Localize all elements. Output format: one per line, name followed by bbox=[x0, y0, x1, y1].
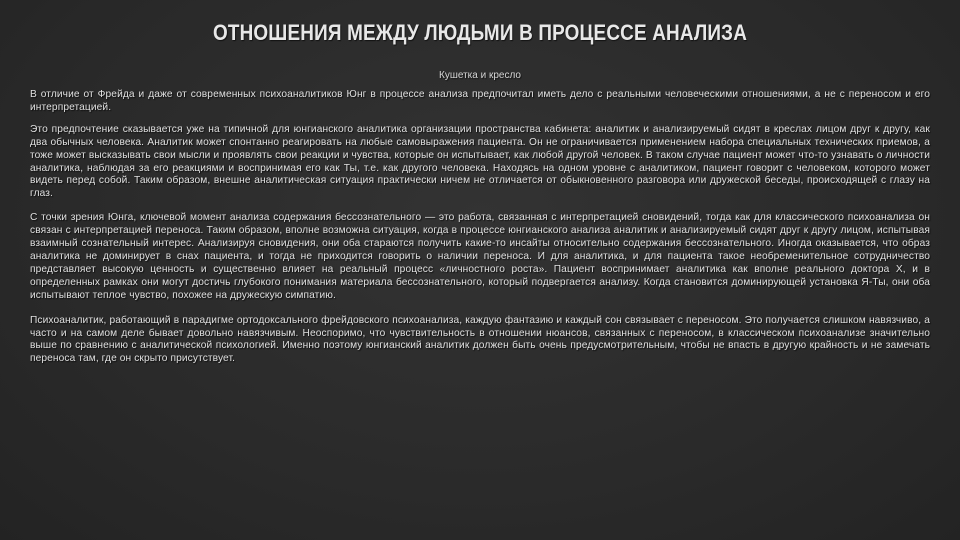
paragraph: Это предпочтение сказывается уже на типичной для юнгианского аналитика организации пространства кабинета: аналитик и анализируемый сидят в креслах лицом друг к другу, как два обычных человека. Аналитик может спонтанно реагировать на любые самовыражения пациента. Он не ограничивается применением набора специальных технических приемов, а тоже может высказывать свои мысли и проявлять свои реакции и чувства, которые он испытывает, как любой другой человек. В таком случае пациент может что-то узнавать о личности аналитика, наблюдая за его реакциями и воспринимая его как Ты, т.е. как другого человека. Находясь на одном уровне с аналитиком, пациент говорит с человеком, которого может видеть перед собой. Таким образом, внешне аналитическая ситуация практически ничем не отличается от обыкновенного разговора или дружеской беседы, происходящей с глазу на глаз. bbox=[30, 123, 930, 200]
slide-body bbox=[30, 89, 930, 366]
paragraph: С точки зрения Юнга, ключевой момент анализа содержания бессознательного — это работа, связанная с интерпретацией сновидений, тогда как для классического психоанализа он связан с интерпретацией переноса. Таким образом, вполне возможна ситуация, когда в процессе юнгианского анализа аналитик и анализируемый сидят друг к другу лицом, испытывая взаимный сознательный интерес. Анализируя сновидения, они оба стараются получить какие-то инсайты относительно содержания бессознательного. Иногда оказывается, что образ аналитика не доминирует в снах пациента, и тогда не приходится говорить о наличии переноса. И для аналитика, и для пациента такое необременительное сотрудничество представляет высокую ценность и существенно влияет на реальный процесс «личностного роста». Пациент воспринимает аналитика как вполне реального доктора X, и в определенных рамках они могут достичь глубокого понимания материала бессознательного, который подвергается анализу. Когда становится доминирующей установка Я-Ты, они оба испытывают теплое чувство, похожее на дружескую симпатию. bbox=[30, 212, 930, 301]
slide-subtitle: Кушетка и кресло bbox=[439, 70, 521, 81]
slide-title: ОТНОШЕНИЯ МЕЖДУ ЛЮДЬМИ В ПРОЦЕССЕ АНАЛИЗА bbox=[212, 20, 748, 45]
paragraph: Психоаналитик, работающий в парадигме ортодоксального фрейдовского психоанализа, каждую фантазию и каждый сон связывает с переносом. Это получается слишком навязчиво, а часто и на самом деле бывает довольно навязчивым. Неоспоримо, что чувствительность в отношении нюансов, связанных с переносом, в классическом психоанализе значительно выше по сравнению с аналитической психологией. Именно поэтому юнгианский аналитик должен быть очень предусмотрительным, чтобы не впасть в другую крайность и не замечать переноса там, где он скрыто присутствует. bbox=[30, 314, 930, 365]
paragraph: В отличие от Фрейда и даже от современных психоаналитиков Юнг в процессе анализа предпочитал иметь дело с реальными человеческими отношениями, а не с переносом и его интерпретацией. bbox=[30, 89, 930, 113]
